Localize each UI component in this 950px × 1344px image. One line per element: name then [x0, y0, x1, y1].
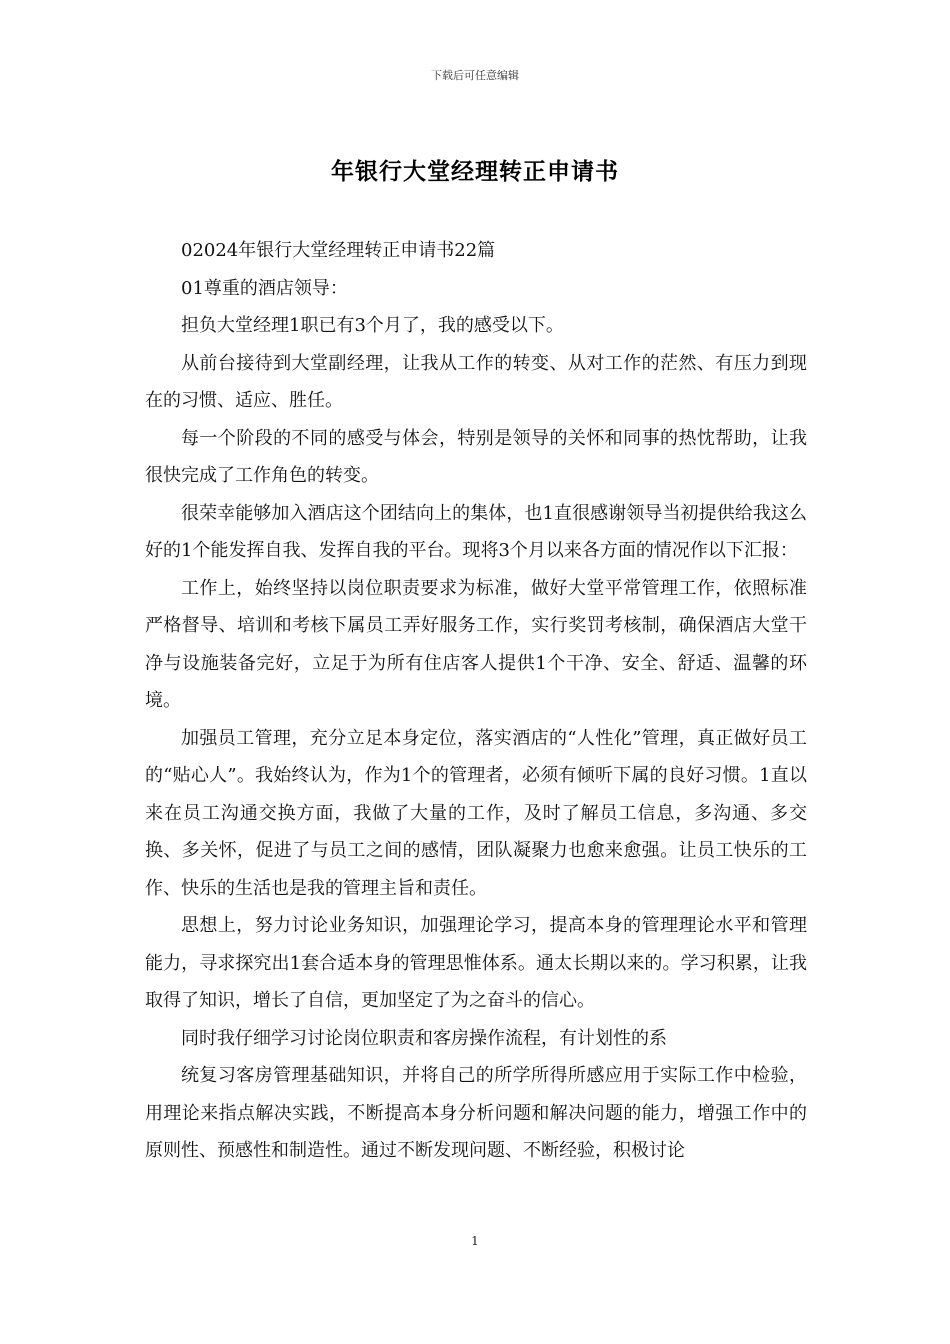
paragraph: 02024年银行大堂经理转正申请书22篇: [181, 240, 496, 261]
page-number: 1: [471, 1234, 479, 1248]
header-note: 下载后可任意编辑: [431, 69, 519, 82]
paragraph: 加强员工管理，充分立足本身定位，落实酒店的“人性化”管理，真正做好员工的“贴心人”。我始终认为，作为1个的管理者，必须有倾听下属的良好习惯。1直以来在员工沟通交换方面，我做了大量的工作，及时了解员工信息，多沟通、多交换、多关怀，促进了与员工之间的感情，团队凝聚力也愈来愈强。让员工快乐的工作、快乐的生活也是我的管理主旨和责任。: [145, 727, 807, 899]
paragraph: 担负大堂经理1职已有3个月了，我的感受以下。: [181, 315, 564, 336]
document-body: [145, 232, 807, 1170]
paragraph: 01尊重的酒店领导：: [181, 277, 348, 299]
paragraph: 统复习客房管理基础知识，并将自己的所学所得所感应用于实际工作中检验，用理论来指点解决实践，不断提高本身分析问题和解决问题的能力，增强工作中的原则性、预感性和制造性。通过不断发现问题、不断经验，积极讨论: [145, 1065, 807, 1161]
paragraph: 很荣幸能够加入酒店这个团结向上的集体，也1直很感谢领导当初提供给我这么好的1个能发挥自我、发挥自我的平台。现将3个月以来各方面的情况作以下汇报：: [145, 502, 807, 561]
paragraph: 思想上，努力讨论业务知识，加强理论学习，提高本身的管理理论水平和管理能力，寻求探究出1套合适本身的管理思惟体系。通太长期以来的。学习积累，让我取得了知识，增长了自信，更加坚定了为之奋斗的信心。: [145, 915, 807, 1011]
paragraph: 工作上，始终坚持以岗位职责要求为标准，做好大堂平常管理工作，依照标准严格督导、培训和考核下属员工弄好服务工作，实行奖罚考核制，确保酒店大堂干净与设施装备完好，立足于为所有住店客人提供1个干净、安全、舒适、温馨的环境。: [145, 577, 807, 711]
paragraph: 同时我仔细学习讨论岗位职责和客房操作流程，有计划性的系: [181, 1027, 667, 1049]
paragraph: 每一个阶段的不同的感受与体会，特别是领导的关怀和同事的热忱帮助，让我很快完成了工作角色的转变。: [145, 427, 807, 486]
document-title: 年银行大堂经理转正申请书: [331, 159, 619, 185]
paragraph: 从前台接待到大堂副经理，让我从工作的转变、从对工作的茫然、有压力到现在的习惯、适应、胜任。: [145, 352, 807, 411]
